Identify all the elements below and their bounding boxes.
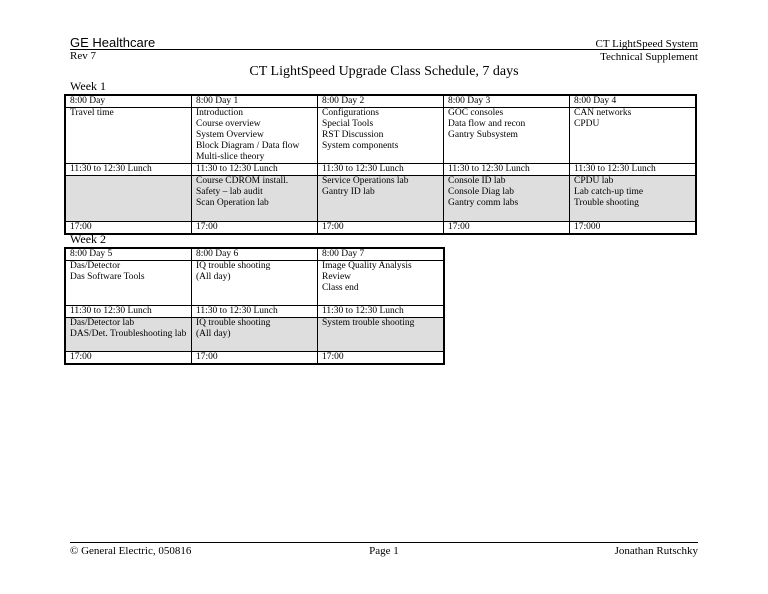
activity: Console ID lab <box>448 176 506 186</box>
cell-end: 17:00 <box>318 222 444 235</box>
cell-afternoon <box>192 176 318 222</box>
activity: DAS/Det. Troubleshooting lab <box>70 329 187 339</box>
cell-start: 8:00 Day 1 <box>192 95 318 108</box>
activity: Das/Detector <box>70 261 121 271</box>
table-row-afternoon <box>65 318 444 352</box>
cell-end: 17:00 <box>65 352 192 365</box>
cell-start: 8:00 Day 6 <box>192 248 318 261</box>
cell-end: 17:00 <box>444 222 570 235</box>
week-2-schedule-table <box>64 247 445 365</box>
cell-morning <box>570 108 697 164</box>
activity: System trouble shooting <box>322 318 415 328</box>
activity: Console Diag lab <box>448 187 514 197</box>
activity: Course overview <box>196 119 261 129</box>
cell-afternoon <box>444 176 570 222</box>
cell-start: 8:00 Day <box>65 95 192 108</box>
activity: Gantry Subsystem <box>448 130 518 140</box>
footer-author: Jonathan Rutschky <box>614 545 698 557</box>
activity: Gantry comm labs <box>448 198 519 208</box>
activity: Review <box>322 272 352 282</box>
activity: Travel time <box>70 108 114 118</box>
activity: Configurations <box>322 108 379 118</box>
footer-page-number: Page 1 <box>369 545 399 557</box>
cell-afternoon <box>65 318 192 352</box>
header-rule <box>70 49 698 50</box>
table-row-end <box>65 352 444 365</box>
activity: Gantry ID lab <box>322 187 375 197</box>
table-row-morning <box>65 261 444 306</box>
cell-start: 8:00 Day 7 <box>318 248 445 261</box>
cell-morning <box>65 261 192 306</box>
cell-start: 8:00 Day 3 <box>444 95 570 108</box>
activity: IQ trouble shooting <box>196 261 271 271</box>
cell-lunch: 11:30 to 12:30 Lunch <box>570 164 697 176</box>
activity: Trouble shooting <box>574 198 639 208</box>
activity: Introduction <box>196 108 243 118</box>
activity: Service Operations lab <box>322 176 409 186</box>
table-row-start <box>65 248 444 261</box>
table-row-lunch <box>65 164 696 176</box>
week-1-schedule-table <box>64 94 697 235</box>
activity: IQ trouble shooting <box>196 318 271 328</box>
cell-morning <box>192 108 318 164</box>
activity: Image Quality Analysis <box>322 261 412 271</box>
cell-morning <box>65 108 192 164</box>
cell-morning <box>318 108 444 164</box>
table-row-morning <box>65 108 696 164</box>
footer-copyright: © General Electric, 050816 <box>70 545 192 557</box>
activity: Block Diagram / Data flow <box>196 141 300 151</box>
cell-lunch: 11:30 to 12:30 Lunch <box>65 306 192 318</box>
activity: GOC consoles <box>448 108 504 118</box>
cell-afternoon <box>65 176 192 222</box>
cell-end: 17:00 <box>192 222 318 235</box>
footer-rule <box>70 542 698 543</box>
cell-start: 8:00 Day 4 <box>570 95 697 108</box>
activity: Data flow and recon <box>448 119 526 129</box>
activity: CPDU lab <box>574 176 614 186</box>
cell-lunch: 11:30 to 12:30 Lunch <box>318 164 444 176</box>
cell-morning <box>318 261 445 306</box>
company-name: GE Healthcare <box>70 35 156 50</box>
cell-afternoon <box>570 176 697 222</box>
cell-end: 17:000 <box>570 222 697 235</box>
cell-afternoon <box>192 318 318 352</box>
activity: CAN networks <box>574 108 632 118</box>
activity: Special Tools <box>322 119 374 129</box>
activity: RST Discussion <box>322 130 384 140</box>
page-title: CT LightSpeed Upgrade Class Schedule, 7 days <box>249 64 519 79</box>
cell-lunch: 11:30 to 12:30 Lunch <box>444 164 570 176</box>
cell-morning <box>444 108 570 164</box>
activity: Course CDROM install. <box>196 176 289 186</box>
activity: System Overview <box>196 130 264 140</box>
cell-morning <box>192 261 318 306</box>
activity: Lab catch-up time <box>574 187 644 197</box>
activity: (All day) <box>196 272 231 282</box>
cell-start: 8:00 Day 5 <box>65 248 192 261</box>
activity: Class end <box>322 283 359 293</box>
activity: (All day) <box>196 329 231 339</box>
table-row-afternoon <box>65 176 696 222</box>
document-type: Technical Supplement <box>600 51 698 63</box>
cell-lunch: 11:30 to 12:30 Lunch <box>65 164 192 176</box>
table-row-start <box>65 95 696 108</box>
cell-end: 17:00 <box>318 352 445 365</box>
week-1-label: Week 1 <box>70 79 107 93</box>
activity: System components <box>322 141 399 151</box>
activity: Scan Operation lab <box>196 198 269 208</box>
table-row-lunch <box>65 306 444 318</box>
activity: Das Software Tools <box>70 272 145 282</box>
table-row-end <box>65 222 696 235</box>
cell-afternoon <box>318 176 444 222</box>
activity: CPDU <box>574 119 600 129</box>
cell-afternoon <box>318 318 445 352</box>
cell-end: 17:00 <box>192 352 318 365</box>
activity: Multi-slice theory <box>196 152 265 162</box>
cell-start: 8:00 Day 2 <box>318 95 444 108</box>
cell-lunch: 11:30 to 12:30 Lunch <box>192 306 318 318</box>
activity: Das/Detector lab <box>70 318 135 328</box>
cell-end: 17:00 <box>65 222 192 235</box>
cell-lunch: 11:30 to 12:30 Lunch <box>318 306 445 318</box>
header-right <box>596 38 698 64</box>
revision-label: Rev 7 <box>70 50 96 62</box>
week-2-label: Week 2 <box>70 232 107 246</box>
system-name: CT LightSpeed System <box>595 38 698 50</box>
cell-lunch: 11:30 to 12:30 Lunch <box>192 164 318 176</box>
activity: Safety – lab audit <box>196 187 263 197</box>
